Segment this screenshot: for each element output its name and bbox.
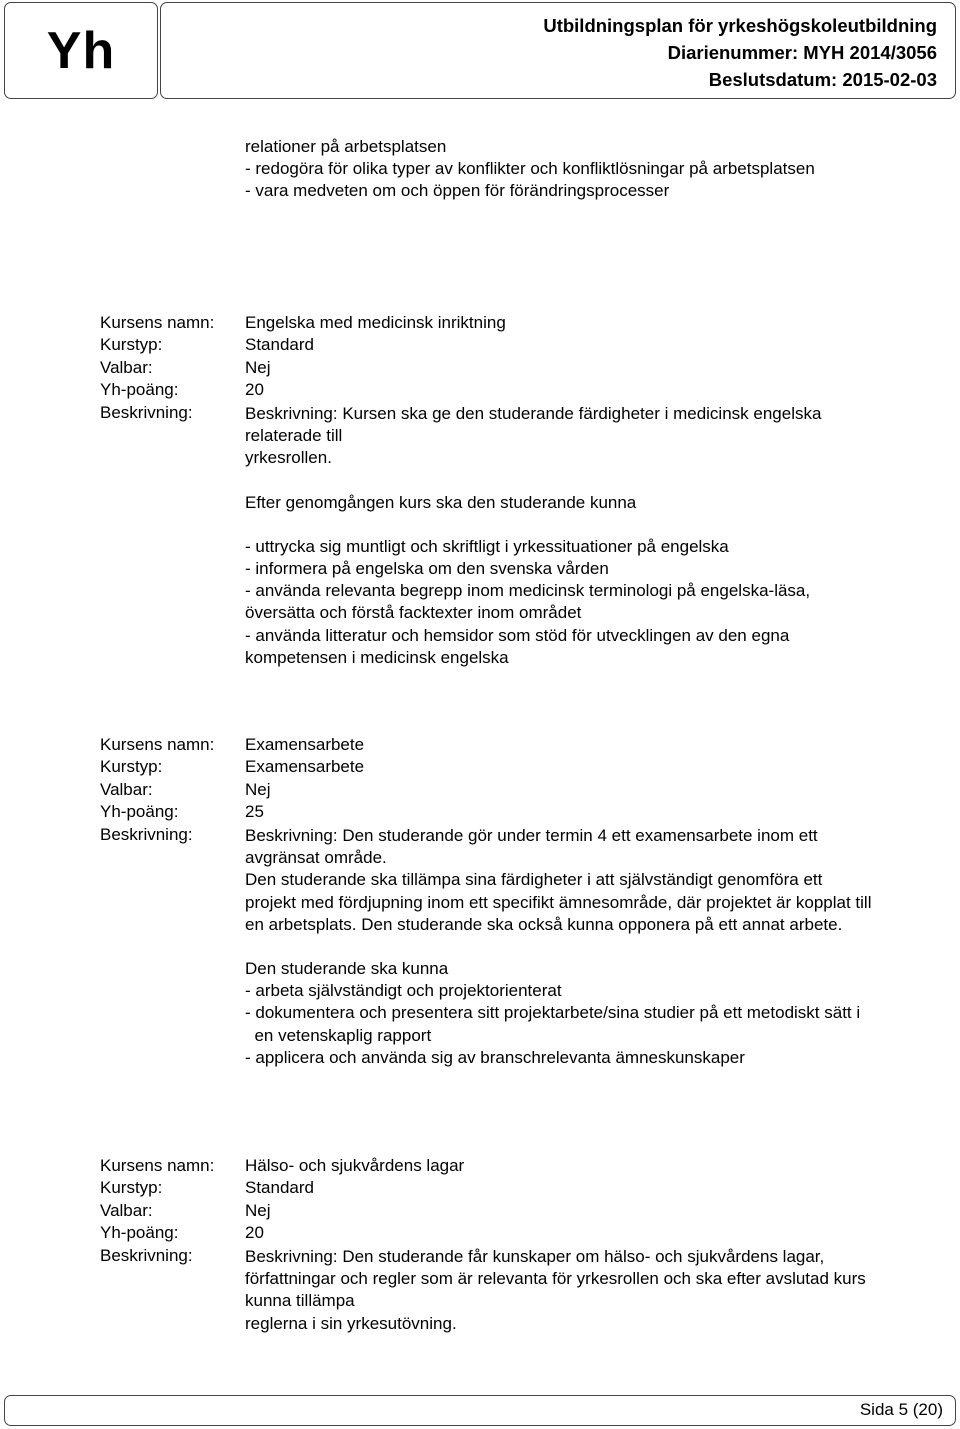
course-name: Examensarbete [245,735,365,754]
course-description-label: Beskrivning: [100,402,193,422]
beslutsdatum: Beslutsdatum: 2015-02-03 [708,69,937,90]
course-description-label: Beskrivning: [100,824,193,844]
course-points-label: Yh-poäng: [100,1223,179,1243]
course-name: Hälso- och sjukvårdens lagar [245,1156,465,1175]
document-title: Utbildningsplan för yrkeshögskoleutbildning [543,15,937,36]
description-line: Den studerande ska kunna [245,959,449,979]
continuation-line: relationer på arbetsplatsen [245,137,447,156]
course-points-label: Yh-poäng: [100,380,179,400]
description-line: kunna tillämpa [245,1291,355,1311]
course-description [245,403,821,669]
description-line: kompetensen i medicinsk engelska [245,647,509,667]
description-line: relaterade till [245,426,343,446]
previous-course-continuation [245,136,815,203]
course-type-label: Kurstyp: [100,1178,163,1198]
course-type-label: Kurstyp: [100,757,163,777]
description-line: reglerna i sin yrkesutövning. [245,1313,457,1333]
description-line: - använda relevanta begrepp inom medicinsk terminologi på engelska-läsa, [245,581,811,601]
course-name: Engelska med medicinsk inriktning [245,313,506,332]
description-line: Den studerande ska tillämpa sina färdigheter i att självständigt genomföra ett [245,870,823,890]
logo: Yh [46,21,116,80]
description-line: projekt med fördjupning inom ett specifikt ämnesområde, där projektet är kopplat till [245,892,872,912]
description-line: Efter genomgången kurs ska den studerande kunna [245,492,637,512]
description-line: - applicera och använda sig av branschrelevanta ämneskunskaper [245,1047,745,1067]
course-points-label: Yh-poäng: [100,802,179,822]
course-optional-label: Valbar: [100,357,153,377]
continuation-line: - redogöra för olika typer av konflikter och konfliktlösningar på arbetsplatsen [245,159,815,179]
course-optional-label: Valbar: [100,779,153,799]
description-line: en vetenskaplig rapport [245,1025,432,1045]
course-description-label: Beskrivning: [100,1245,193,1265]
course-type: Examensarbete [245,757,365,777]
course-description [245,1246,866,1335]
course-description [245,825,871,1069]
page-footer [4,1395,956,1426]
course-type-label: Kurstyp: [100,335,163,355]
continuation-line: - vara medveten om och öppen för förändringsprocesser [245,181,670,201]
description-line: yrkesrollen. [245,448,332,468]
description-line: - uttrycka sig muntligt och skriftligt i yrkessituationer på engelska [245,536,729,556]
course-optional: Nej [245,779,271,799]
course-name-label: Kursens namn: [100,1156,215,1175]
description-line: - dokumentera och presentera sitt projektarbete/sina studier på ett metodiskt sätt i [245,1003,861,1023]
description-line: översätta och förstå facktexter inom området [245,603,582,623]
logo-box [4,2,158,99]
document-header [160,2,956,99]
description-line: författningar och regler som är relevanta för yrkesrollen och ska efter avslutad kurs [245,1269,866,1289]
page-number: Sida 5 (20) [859,1400,943,1419]
course-type: Standard [245,1178,314,1198]
course-name-label: Kursens namn: [100,313,215,332]
description-line: Beskrivning: Den studerande får kunskaper om hälso- och sjukvårdens lagar, [245,1247,825,1266]
description-line: en arbetsplats. Den studerande ska också kunna opponera på ett annat arbete. [245,914,843,934]
course-type: Standard [245,335,314,355]
description-line: Beskrivning: Kursen ska ge den studerande färdigheter i medicinsk engelska [245,404,822,423]
description-line: - använda litteratur och hemsidor som stöd för utvecklingen av den egna [245,625,790,645]
diarienummer: Diarienummer: MYH 2014/3056 [667,42,937,63]
course-points: 20 [245,380,264,400]
course-optional-label: Valbar: [100,1200,153,1220]
description-line: avgränsat område. [245,848,387,868]
course-optional: Nej [245,357,271,377]
description-line: - informera på engelska om den svenska vården [245,559,609,579]
course-points: 20 [245,1223,264,1243]
description-line: Beskrivning: Den studerande gör under termin 4 ett examensarbete inom ett [245,826,818,845]
description-line: - arbeta självständigt och projektorienterat [245,981,562,1001]
course-optional: Nej [245,1200,271,1220]
course-name-label: Kursens namn: [100,735,215,754]
course-points: 25 [245,802,264,822]
